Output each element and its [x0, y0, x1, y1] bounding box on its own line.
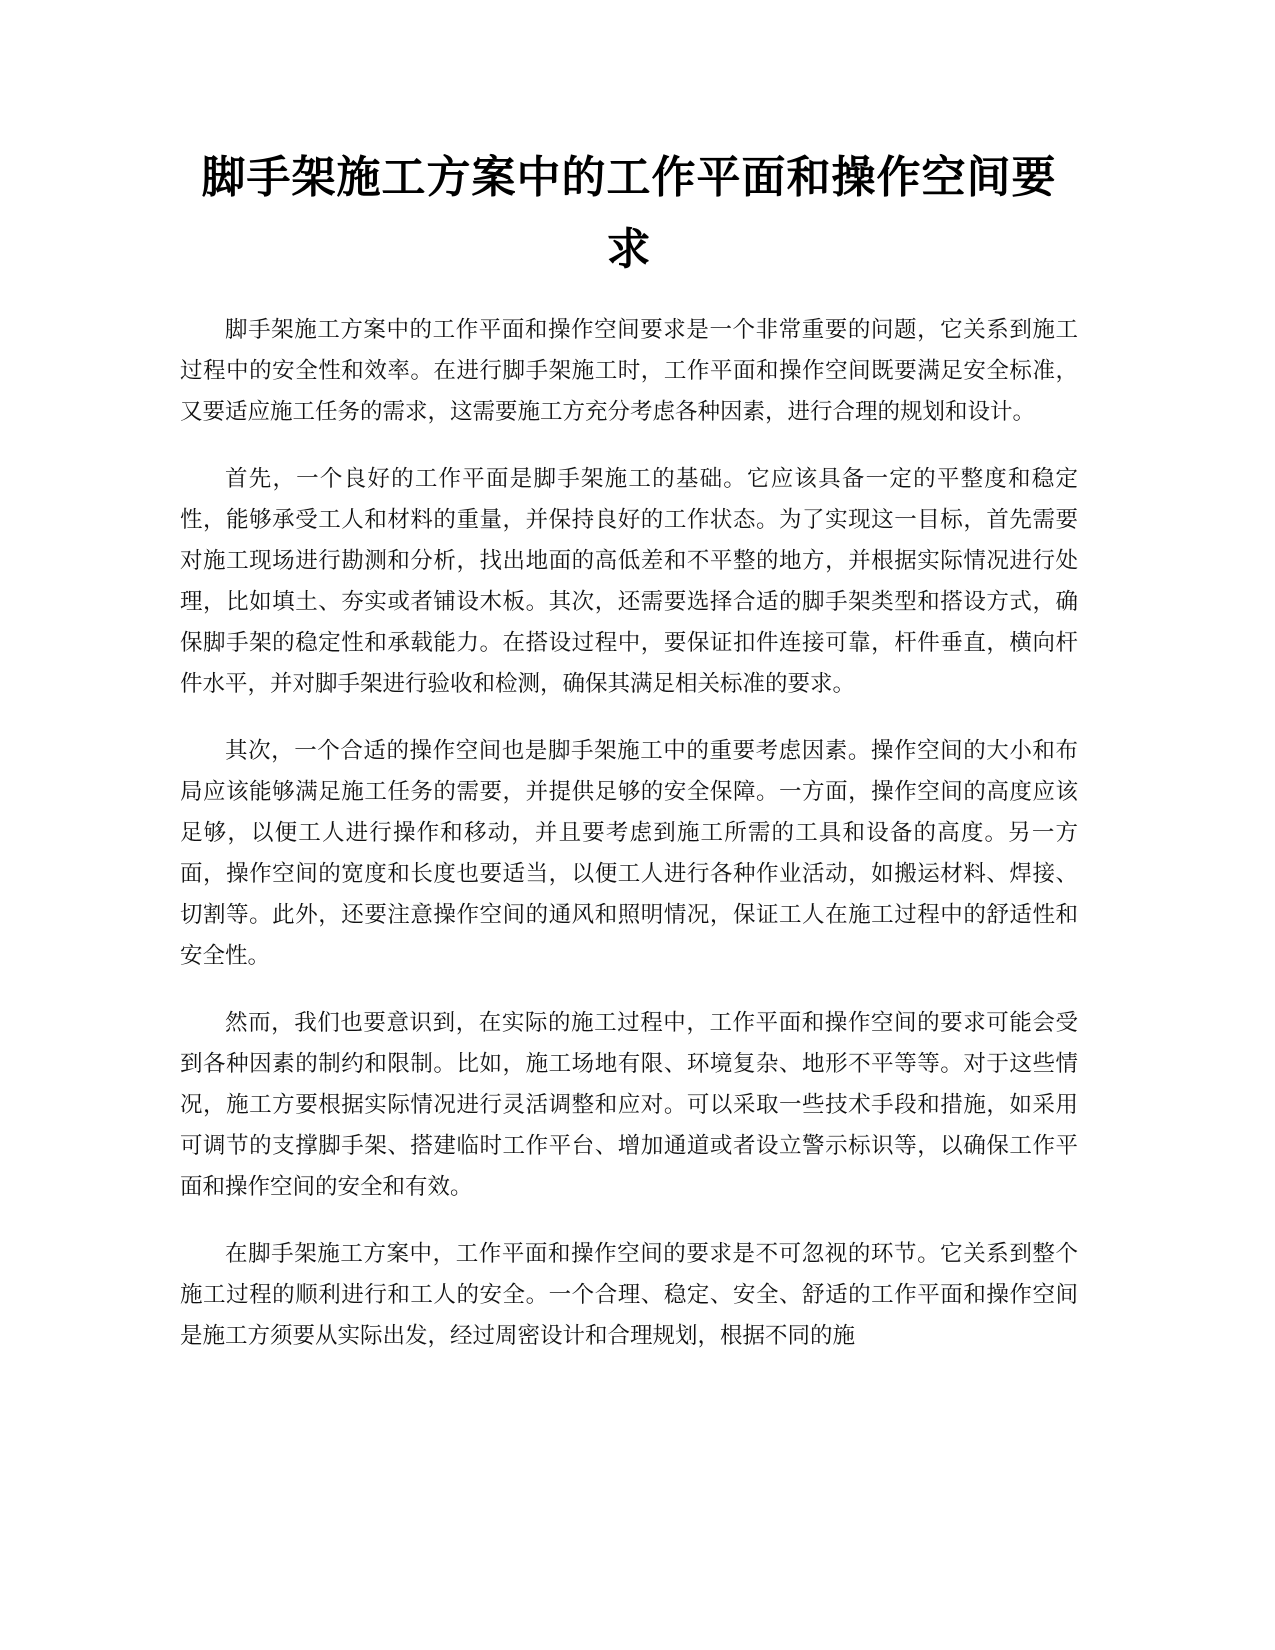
paragraph-3: 其次，一个合适的操作空间也是脚手架施工中的重要考虑因素。操作空间的大小和布局应该能够满足施工任务的需要，并提供足够的安全保障。一方面，操作空间的高度应该足够，以便工人进行操作和移动，并且要考虑到施工所需的工具和设备的高度。另一方面，操作空间的宽度和长度也要适当，以便工人进行各种作业活动，如搬运材料、焊接、切割等。此外，还要注意操作空间的通风和照明情况，保证工人在施工过程中的舒适性和安全性。	[180, 738, 1078, 969]
paragraph-4: 然而，我们也要意识到，在实际的施工过程中，工作平面和操作空间的要求可能会受到各种因素的制约和限制。比如，施工场地有限、环境复杂、地形不平等等。对于这些情况，施工方要根据实际情况进行灵活调整和应对。可以采取一些技术手段和措施，如采用可调节的支撑脚手架、搭建临时工作平台、增加通道或者设立警示标识等，以确保工作平面和操作空间的安全和有效。	[180, 1010, 1078, 1200]
paragraph-1: 脚手架施工方案中的工作平面和操作空间要求是一个非常重要的问题，它关系到施工过程中的安全性和效率。在进行脚手架施工时，工作平面和操作空间既要满足安全标准，又要适应施工任务的需求，这需要施工方充分考虑各种因素，进行合理的规划和设计。	[180, 317, 1078, 425]
paragraph-2: 首先，一个良好的工作平面是脚手架施工的基础。它应该具备一定的平整度和稳定性，能够承受工人和材料的重量，并保持良好的工作状态。为了实现这一目标，首先需要对施工现场进行勘测和分析，找出地面的高低差和不平整的地方，并根据实际情况进行处理，比如填土、夯实或者铺设木板。其次，还需要选择合适的脚手架类型和搭设方式，确保脚手架的稳定性和承载能力。在搭设过程中，要保证扣件连接可靠，杆件垂直，横向杆件水平，并对脚手架进行验收和检测，确保其满足相关标准的要求。	[180, 466, 1078, 697]
document-title: 脚手架施工方案中的工作平面和操作空间要求	[201, 152, 1057, 275]
document-body	[180, 310, 1078, 1383]
paragraph-5: 在脚手架施工方案中，工作平面和操作空间的要求是不可忽视的环节。它关系到整个施工过程的顺利进行和工人的安全。一个合理、稳定、安全、舒适的工作平面和操作空间是施工方须要从实际出发，经过周密设计和合理规划，根据不同的施	[180, 1241, 1078, 1349]
